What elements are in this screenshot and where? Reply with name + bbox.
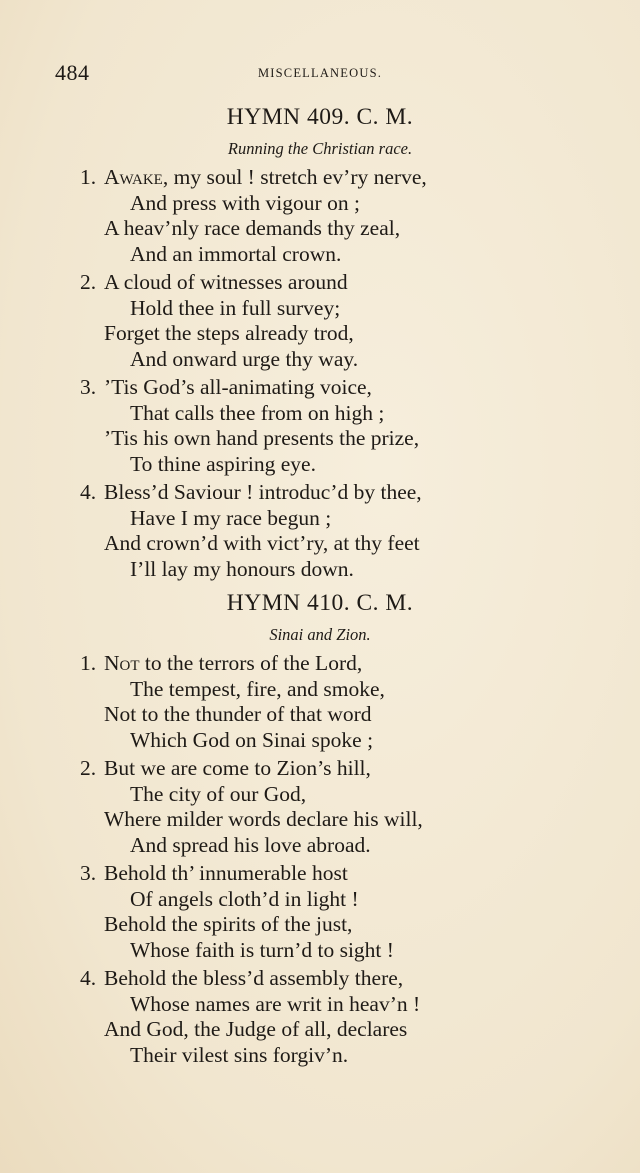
verse-number: 3.: [80, 375, 97, 399]
verse-line: Behold the spirits of the just,: [104, 912, 353, 936]
hymn-409: [0, 101, 640, 585]
verse-number: 1.: [80, 651, 97, 675]
verse: [0, 756, 640, 858]
verse-line: [0, 861, 640, 887]
verse-first-word: Not: [104, 651, 140, 675]
verse: [0, 480, 640, 582]
page-number: 484: [55, 60, 90, 85]
verse-number: 2.: [80, 756, 97, 780]
verse-line: ’Tis his own hand presents the prize,: [104, 426, 420, 450]
verse-line: Where milder words declare his will,: [104, 807, 423, 831]
verse-number: 3.: [80, 861, 97, 885]
verse-line-text: Behold the bless’d assembly there,: [104, 966, 404, 990]
verse-line: Not to the thunder of that word: [104, 702, 372, 726]
verse-line-text: ’Tis God’s all-animating voice,: [104, 375, 372, 399]
verse-line: Their vilest sins forgiv’n.: [130, 1042, 349, 1067]
verse-line: The tempest, fire, and smoke,: [130, 676, 385, 701]
verse-first-word: Awake,: [104, 165, 169, 189]
verse: [0, 270, 640, 372]
verse-line: Whose names are writ in heav’n !: [130, 991, 421, 1016]
hymn-title: HYMN 409. C. M.: [226, 104, 414, 130]
hymn-410: [0, 587, 640, 1071]
verse-line-text: Behold th’ innumerable host: [104, 861, 348, 885]
verse-line: [0, 270, 640, 296]
verse-line: [0, 966, 640, 992]
verse-line: And God, the Judge of all, declares: [104, 1017, 408, 1041]
verse-line-text: to the terrors of the Lord,: [139, 651, 363, 675]
hymn-title: HYMN 410. C. M.: [226, 590, 414, 616]
verse-line: [0, 480, 640, 506]
verse-line: To thine aspiring eye.: [130, 451, 316, 476]
running-head: MISCELLANEOUS.: [257, 66, 383, 80]
verse-line: [0, 651, 640, 677]
verse-line: Hold thee in full survey;: [130, 295, 341, 320]
verse-line: Forget the steps already trod,: [104, 321, 354, 345]
verse: [0, 966, 640, 1068]
verse-line: And spread his love abroad.: [130, 832, 371, 857]
verse-line: A heav’nly race demands thy zeal,: [104, 216, 401, 240]
verse-line-text: Bless’d Saviour ! introduc’d by thee,: [104, 480, 422, 504]
verse-line: [0, 756, 640, 782]
verse: [0, 165, 640, 267]
verse-line-text: But we are come to Zion’s hill,: [104, 756, 371, 780]
hymn-subtitle: Sinai and Zion.: [269, 625, 371, 644]
verse-line: And crown’d with vict’ry, at thy feet: [104, 531, 420, 555]
verse: [0, 861, 640, 963]
verse-line: The city of our God,: [130, 781, 307, 806]
verse-line: And press with vigour on ;: [130, 190, 360, 215]
verse-line: And onward urge thy way.: [130, 346, 359, 371]
verse-line: [0, 375, 640, 401]
verse-line: And an immortal crown.: [130, 241, 342, 266]
verse-line: That calls thee from on high ;: [130, 400, 385, 425]
verse-line: Which God on Sinai spoke ;: [130, 727, 374, 752]
verse-line: I’ll lay my honours down.: [130, 556, 354, 581]
verse: [0, 375, 640, 477]
verse-line: Whose faith is turn’d to sight !: [130, 937, 394, 962]
verse: [0, 651, 640, 753]
verse-number: 4.: [80, 480, 97, 504]
hymn-subtitle: Running the Christian race.: [227, 139, 413, 158]
verse-number: 2.: [80, 270, 97, 294]
verse-line-text: my soul ! stretch ev’ry nerve,: [168, 165, 427, 189]
verse-number: 1.: [80, 165, 97, 189]
verse-line-text: A cloud of witnesses around: [104, 270, 348, 294]
verse-line: Of angels cloth’d in light !: [130, 886, 359, 911]
verse-number: 4.: [80, 966, 97, 990]
verse-line: Have I my race begun ;: [130, 505, 332, 530]
verse-line: [0, 165, 640, 191]
